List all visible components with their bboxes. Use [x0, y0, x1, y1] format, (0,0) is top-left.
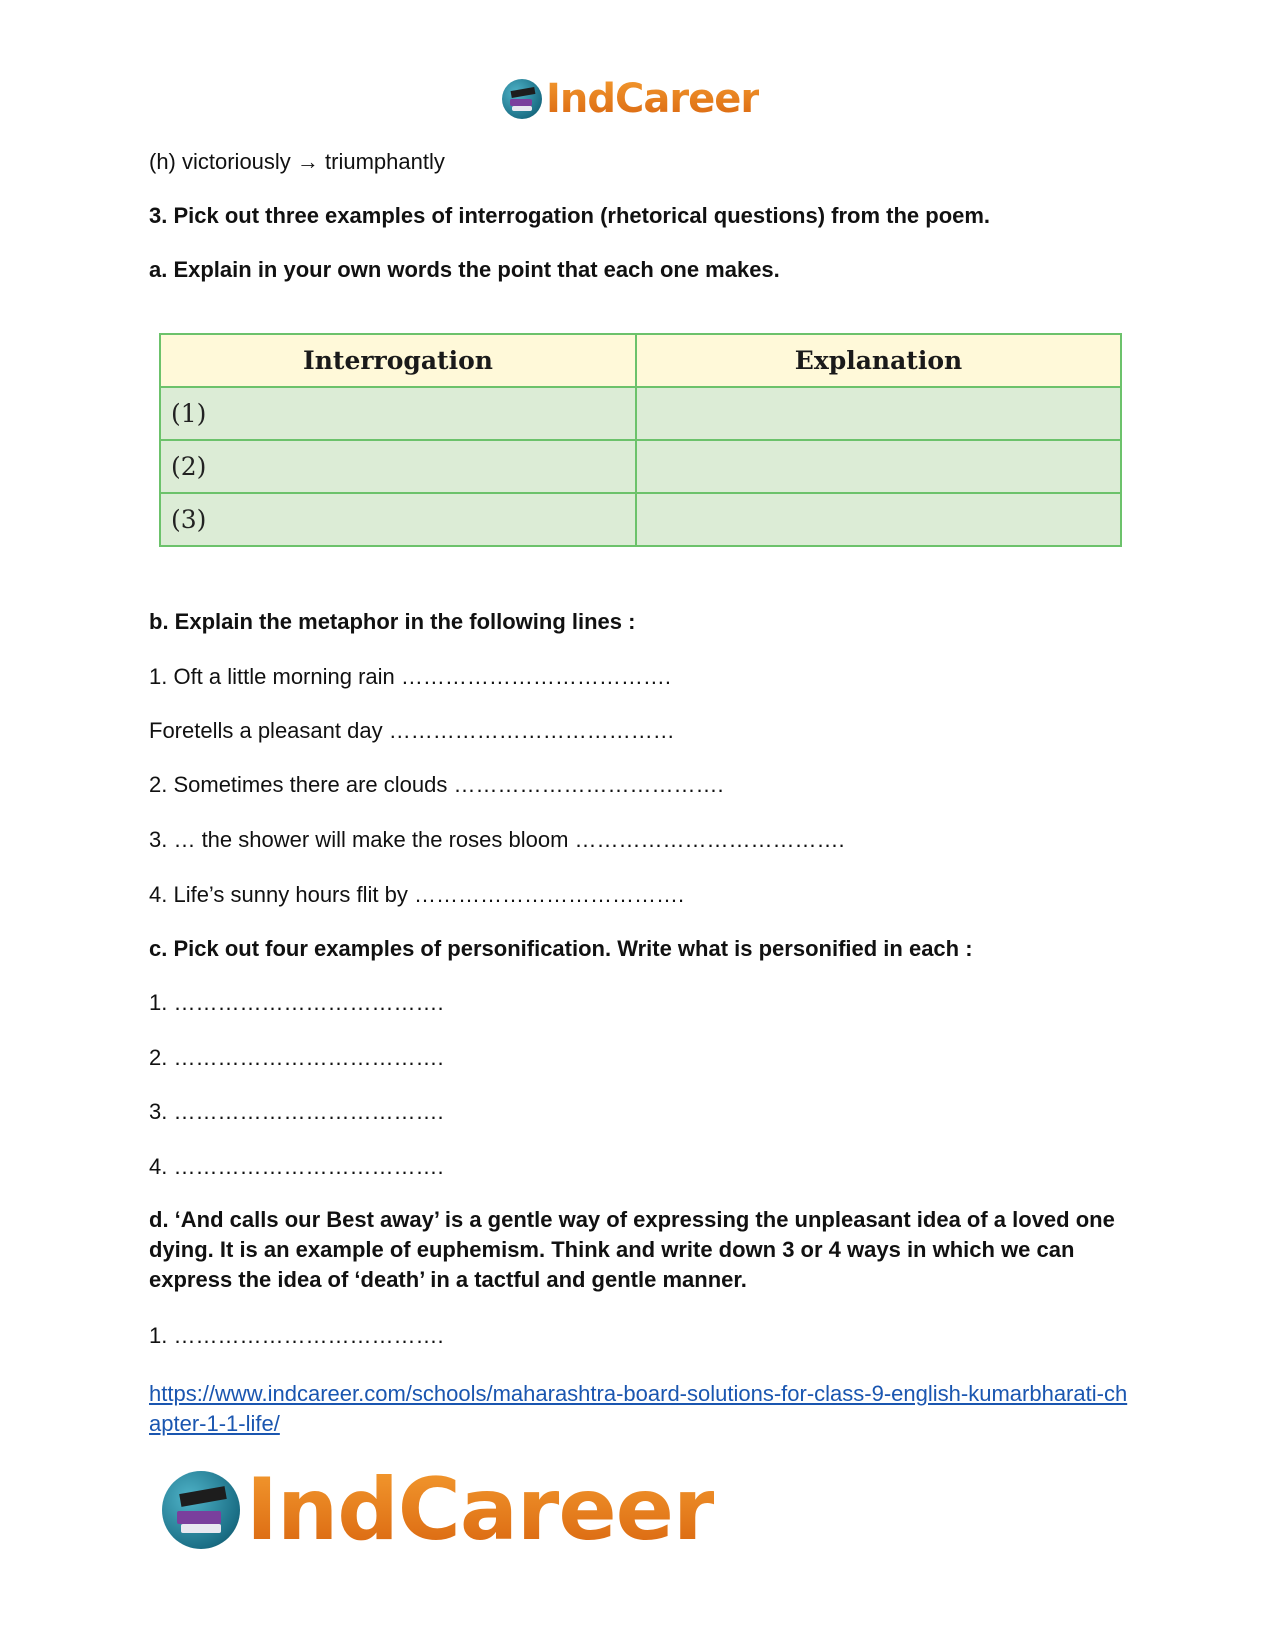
footer-logo — [162, 1460, 715, 1560]
table-header-row — [160, 334, 1121, 387]
source-link[interactable]: https://www.indcareer.com/schools/maharashtra-board-solutions-for-class-9-english-kumarbharati-chapter-1-1-life/ — [149, 1381, 1128, 1436]
question-3b-heading: b. Explain the metaphor in the following lines : — [149, 609, 636, 634]
header-logo — [502, 76, 759, 122]
metaphor-line-1: 1. Oft a little morning rain ………………………………. — [149, 664, 671, 689]
table-row — [160, 440, 1121, 493]
header-logo-text: IndCareer — [546, 76, 760, 122]
metaphor-line-2: Foretells a pleasant day ………………………………… — [149, 718, 675, 743]
question-3d-paragraph: d. ‘And calls our Best away’ is a gentle way of expressing the unpleasant idea of a loved one dying. It is an example of euphemism. Think and write down 3 or 4 ways in which we can express the idea of ‘death’ in a tactful and gentle manner. — [149, 1207, 1115, 1292]
graduation-cap-books-icon — [162, 1471, 240, 1549]
footer-logo-text: IndCareer — [246, 1460, 715, 1560]
table-cell-interrogation: (2) — [160, 440, 636, 493]
personification-line-2: 2. ………………………………. — [149, 1045, 444, 1070]
table-cell-interrogation: (3) — [160, 493, 636, 546]
table-cell-explanation — [636, 440, 1121, 493]
table-header-interrogation: Interrogation — [160, 334, 636, 387]
table-row — [160, 387, 1121, 440]
metaphor-line-3: 2. Sometimes there are clouds ………………………………. — [149, 772, 724, 797]
table-cell-explanation — [636, 387, 1121, 440]
table-row — [160, 493, 1121, 546]
metaphor-line-5: 4. Life’s sunny hours flit by ………………………………. — [149, 882, 685, 907]
table-cell-explanation — [636, 493, 1121, 546]
question-3a-heading: a. Explain in your own words the point that each one makes. — [149, 257, 780, 282]
personification-line-1: 1. ………………………………. — [149, 990, 444, 1015]
metaphor-line-4: 3. … the shower will make the roses bloom ………………………………. — [149, 827, 845, 852]
personification-line-4: 4. ………………………………. — [149, 1154, 444, 1179]
table-cell-interrogation: (1) — [160, 387, 636, 440]
answer-line-h: (h) victoriously → triumphantly — [149, 149, 445, 174]
table-header-explanation: Explanation — [636, 334, 1121, 387]
interrogation-table — [159, 333, 1122, 547]
personification-line-3: 3. ………………………………. — [149, 1099, 444, 1124]
question-3-heading: 3. Pick out three examples of interrogation (rhetorical questions) from the poem. — [149, 203, 991, 228]
question-3c-heading: c. Pick out four examples of personification. Write what is personified in each : — [149, 936, 973, 961]
graduation-cap-books-icon — [502, 79, 542, 119]
euphemism-line-1: 1. ………………………………. — [149, 1323, 444, 1348]
